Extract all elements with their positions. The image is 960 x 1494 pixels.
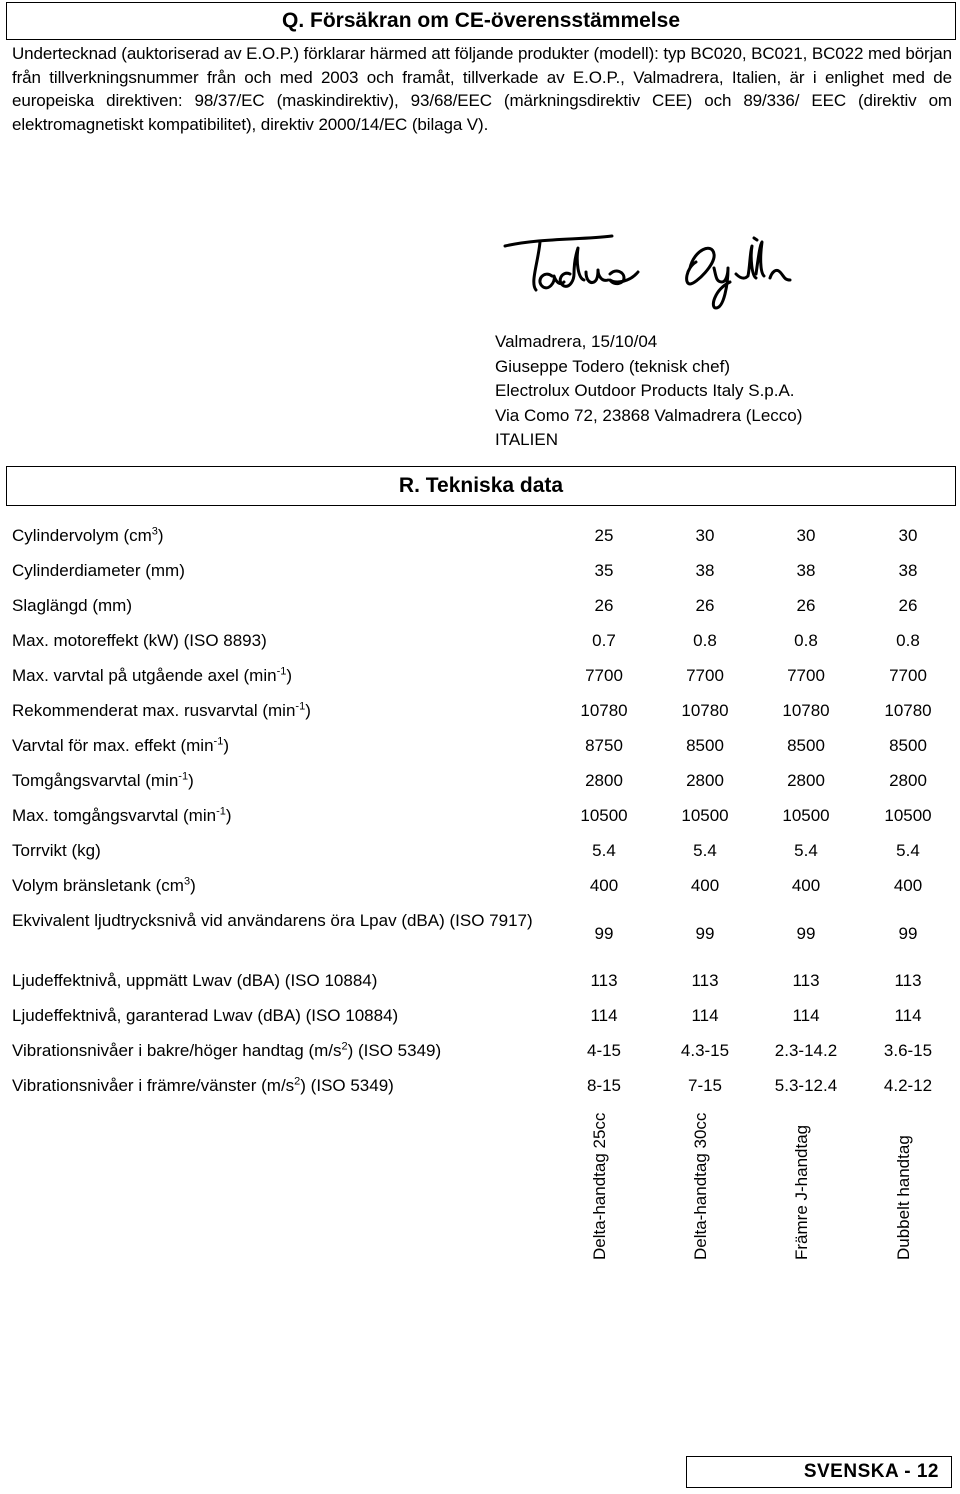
row-value: 10780 — [681, 701, 729, 720]
row-value: 99 — [594, 924, 614, 943]
row-value: 10780 — [580, 701, 628, 720]
row-label: Varvtal för max. effekt $(\min^{-1})$ — [12, 735, 229, 755]
table-row — [0, 664, 960, 690]
row-value: 99 — [898, 924, 918, 943]
row-value: 114 — [792, 1006, 820, 1025]
row-value: 8750 — [585, 736, 623, 755]
column-label: Främre J-handtag — [792, 1124, 811, 1260]
row-value: 2800 — [585, 771, 623, 790]
page-footer: SVENSKA - 12 — [686, 1456, 952, 1488]
row-value: 0.7 — [592, 631, 616, 650]
row-value: 7700 — [585, 666, 623, 685]
address-line: Via Como 72, 23868 Valmadrera (Lecco) — [495, 405, 803, 425]
row-label: Ljudeffektnivå, garanterad Lwav (dBA) (ISO 10884) — [12, 1006, 399, 1025]
declaration-text: Undertecknad (auktoriserad av E.O.P.) förklarar härmed att följande produkter (modell): typ BC020, BC021, BC022 med början från tillverkningsnummer från och med 2003 och framåt, tillverkade av E.O.P., Valmadrera, Italien, är i enlighet med de europeiska direktiven: 98/37/EC (maskindirektiv), 93/68/EEC (märkningsdirektiv CEE) och 89/336/ EEC (direktiv om elektromagnetiskt kompatibilitet), direktiv 2000/14/EC (bilaga V). — [12, 44, 952, 134]
row-value: 114 — [894, 1006, 922, 1025]
row-value: 2.3-14.2 — [774, 1041, 838, 1060]
row-value: 5.4 — [896, 841, 920, 860]
column-label: Dubbelt handtag — [894, 1135, 913, 1260]
section-q-title: Q. Försäkran om CE-överensstämmelse — [6, 2, 956, 40]
row-value: 5.4 — [592, 841, 616, 860]
row-value: 400 — [690, 876, 720, 895]
table-row — [0, 909, 960, 959]
row-value: 0.8 — [794, 631, 818, 650]
row-value: 7700 — [787, 666, 825, 685]
row-value: 30 — [898, 526, 918, 545]
row-value: 4-15 — [586, 1041, 622, 1060]
row-value: 38 — [695, 561, 715, 580]
address-block — [495, 330, 802, 453]
row-value: 114 — [691, 1006, 719, 1025]
row-value: 8500 — [889, 736, 927, 755]
table-row — [0, 559, 960, 585]
table-row — [0, 734, 960, 760]
row-value: 10500 — [580, 806, 628, 825]
row-value: 2800 — [787, 771, 825, 790]
row-value: 8500 — [787, 736, 825, 755]
row-label: Ekvivalent ljudtrycksnivå vid användarens öra Lpav (dBA) (ISO 7917) — [12, 911, 533, 930]
row-value: 113 — [590, 971, 618, 990]
row-value: 35 — [594, 561, 614, 580]
table-row — [0, 699, 960, 725]
table-row — [0, 1039, 960, 1065]
row-value: 99 — [796, 924, 816, 943]
signature — [500, 228, 820, 318]
row-value: 10780 — [884, 701, 932, 720]
row-label: Max. tomgångsvarvtal $(\min^{-1})$ — [12, 805, 232, 825]
row-label: Slaglängd (mm) — [12, 596, 132, 615]
row-value: 26 — [695, 596, 715, 615]
row-value: 38 — [796, 561, 816, 580]
section-r-title: R. Tekniska data — [6, 466, 956, 506]
row-value: 3.6-15 — [883, 1041, 933, 1060]
row-value: 10780 — [782, 701, 830, 720]
row-label: Cylinderdiameter (mm) — [12, 561, 185, 580]
row-value: 10500 — [884, 806, 932, 825]
row-value: 30 — [695, 526, 715, 545]
address-line: Valmadrera, 15/10/04 — [495, 332, 658, 351]
row-value: 10500 — [782, 806, 830, 825]
row-value: 2800 — [889, 771, 927, 790]
row-value: 113 — [792, 971, 820, 990]
table-row — [0, 804, 960, 830]
row-value: 4.2-12 — [883, 1076, 933, 1095]
row-label: Volym bränsletank $(cm^3)$ — [12, 875, 196, 895]
table-row — [0, 629, 960, 655]
row-value: 113 — [691, 971, 719, 990]
row-label: Vibrationsnivåer i bakre/höger handtag $(m/s^2)$ (ISO 5349) — [12, 1040, 442, 1060]
address-line: ITALIEN — [495, 430, 558, 449]
row-label: Torrvikt (kg) — [12, 841, 101, 860]
row-label: Vibrationsnivåer i främre/vänster $(m/s^2)$ (ISO 5349) — [12, 1075, 394, 1095]
table-row — [0, 874, 960, 900]
row-label: Max. motoreffekt (kW) (ISO 8893) — [12, 631, 267, 650]
row-value: 10500 — [681, 806, 729, 825]
signature-image — [500, 228, 820, 318]
row-value: 25 — [594, 526, 614, 545]
row-value: 26 — [898, 596, 918, 615]
table-row — [0, 524, 960, 550]
row-value: 8-15 — [586, 1076, 622, 1095]
row-value: 400 — [893, 876, 923, 895]
row-value: 400 — [791, 876, 821, 895]
row-value: 26 — [796, 596, 816, 615]
address-line: Electrolux Outdoor Products Italy S.p.A. — [495, 381, 795, 400]
row-value: 400 — [589, 876, 619, 895]
row-value: 26 — [594, 596, 614, 615]
row-value: 5.4 — [693, 841, 717, 860]
row-value: 2800 — [686, 771, 724, 790]
column-labels — [0, 1110, 960, 1290]
row-value: 7-15 — [687, 1076, 723, 1095]
column-label: Delta-handtag 25cc — [590, 1112, 609, 1260]
row-value: 7700 — [889, 666, 927, 685]
column-label: Delta-handtag 30cc — [691, 1112, 710, 1260]
row-value: 30 — [796, 526, 816, 545]
address-line: Giuseppe Todero (teknisk chef) — [495, 356, 730, 376]
row-value: 5.4 — [794, 841, 818, 860]
row-value: 7700 — [686, 666, 724, 685]
table-row — [0, 839, 960, 865]
row-value: 99 — [695, 924, 715, 943]
row-value: 8500 — [686, 736, 724, 755]
row-value: 0.8 — [693, 631, 717, 650]
row-label: Ljudeffektnivå, uppmätt Lwav (dBA) (ISO 10884) — [12, 971, 378, 990]
row-value: 0.8 — [896, 631, 920, 650]
row-value: 114 — [590, 1006, 618, 1025]
table-row — [0, 1004, 960, 1030]
row-label: Cylindervolym $(cm^3)$ — [12, 525, 164, 545]
table-row — [0, 769, 960, 795]
row-label: Max. varvtal på utgående axel $(\min^{-1})$ — [12, 665, 293, 685]
table-row — [0, 594, 960, 620]
row-value: 5.3-12.4 — [774, 1076, 838, 1095]
row-value: 38 — [898, 561, 918, 580]
table-row — [0, 1074, 960, 1100]
row-label: Rekommenderat max. rusvarvtal $(\min^{-1})$ — [12, 700, 311, 720]
row-value: 113 — [894, 971, 922, 990]
row-label: Tomgångsvarvtal $(\min^{-1})$ — [12, 770, 194, 790]
row-value: 4.3-15 — [680, 1041, 730, 1060]
table-row — [0, 969, 960, 995]
